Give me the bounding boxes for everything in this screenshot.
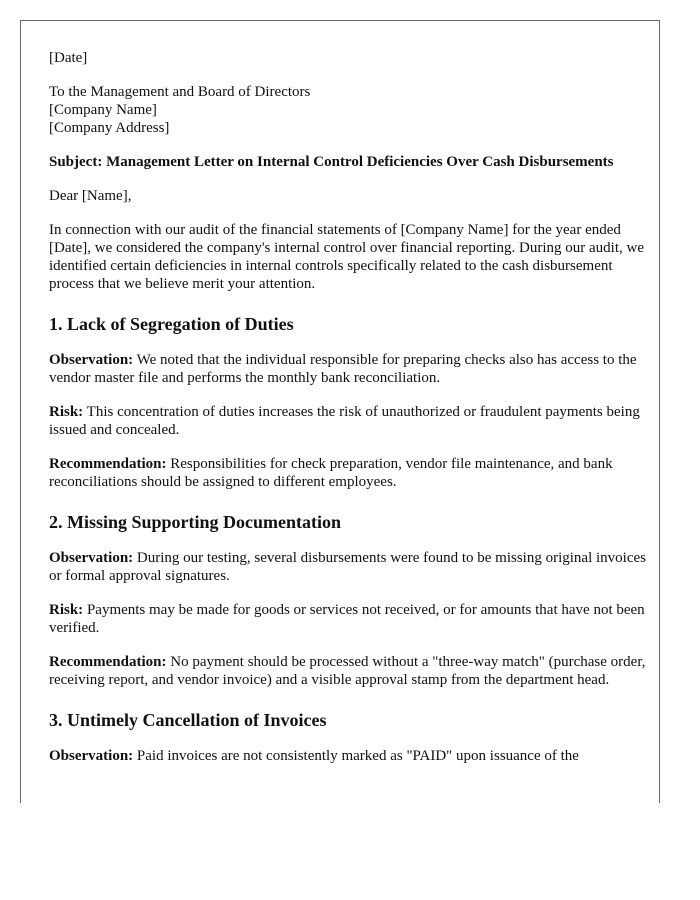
observation-text: Paid invoices are not consistently marked as "PAID" upon issuance of the	[136, 748, 579, 764]
risk-label: Risk:	[49, 404, 84, 420]
recipient-address: [Company Address]	[49, 120, 170, 136]
recommendation-label: Recommendation:	[49, 456, 167, 472]
section-observation	[49, 351, 649, 387]
risk-text: Payments may be made for goods or services not received, or for amounts that have not been verified.	[49, 602, 645, 636]
section-observation	[49, 549, 649, 585]
observation-label: Observation:	[49, 352, 134, 368]
observation-label: Observation:	[49, 748, 134, 764]
letter-intro: In connection with our audit of the financial statements of [Company Name] for the year ended [Date], we considered the company's internal control over financial reporting. During our audit, we identified certain deficiencies in internal controls specifically related to the cash disbursement process that we believe merit your attention.	[49, 222, 644, 292]
letter-salutation: Dear [Name],	[49, 188, 132, 204]
letter-body	[49, 49, 649, 765]
observation-label: Observation:	[49, 550, 134, 566]
section-risk	[49, 403, 649, 439]
recipient-company: [Company Name]	[49, 102, 157, 118]
observation-text: During our testing, several disbursements were found to be missing original invoices or formal approval signatures.	[49, 550, 646, 584]
risk-label: Risk:	[49, 602, 84, 618]
recipient-line: To the Management and Board of Directors	[49, 84, 311, 100]
section-observation	[49, 747, 649, 765]
section-heading: 1. Lack of Segregation of Duties	[49, 314, 294, 334]
recipient-block	[49, 83, 649, 137]
section-risk	[49, 601, 649, 637]
letter-subject: Subject: Management Letter on Internal Control Deficiencies Over Cash Disbursements	[49, 154, 614, 170]
letter-page	[20, 20, 660, 803]
section-recommendation	[49, 653, 649, 689]
recommendation-text: No payment should be processed without a "three-way match" (purchase order, receiving report, and vendor invoice) and a visible approval stamp from the department head.	[49, 654, 646, 688]
recommendation-label: Recommendation:	[49, 654, 167, 670]
letter-date: [Date]	[49, 50, 88, 66]
section-recommendation	[49, 455, 649, 491]
section-heading: 2. Missing Supporting Documentation	[49, 512, 342, 532]
observation-text: We noted that the individual responsible for preparing checks also has access to the vendor master file and performs the monthly bank reconciliation.	[49, 352, 637, 386]
recommendation-text: Responsibilities for check preparation, vendor file maintenance, and bank reconciliations should be assigned to different employees.	[49, 456, 613, 490]
section-heading: 3. Untimely Cancellation of Invoices	[49, 710, 327, 730]
risk-text: This concentration of duties increases the risk of unauthorized or fraudulent payments being issued and concealed.	[49, 404, 640, 438]
